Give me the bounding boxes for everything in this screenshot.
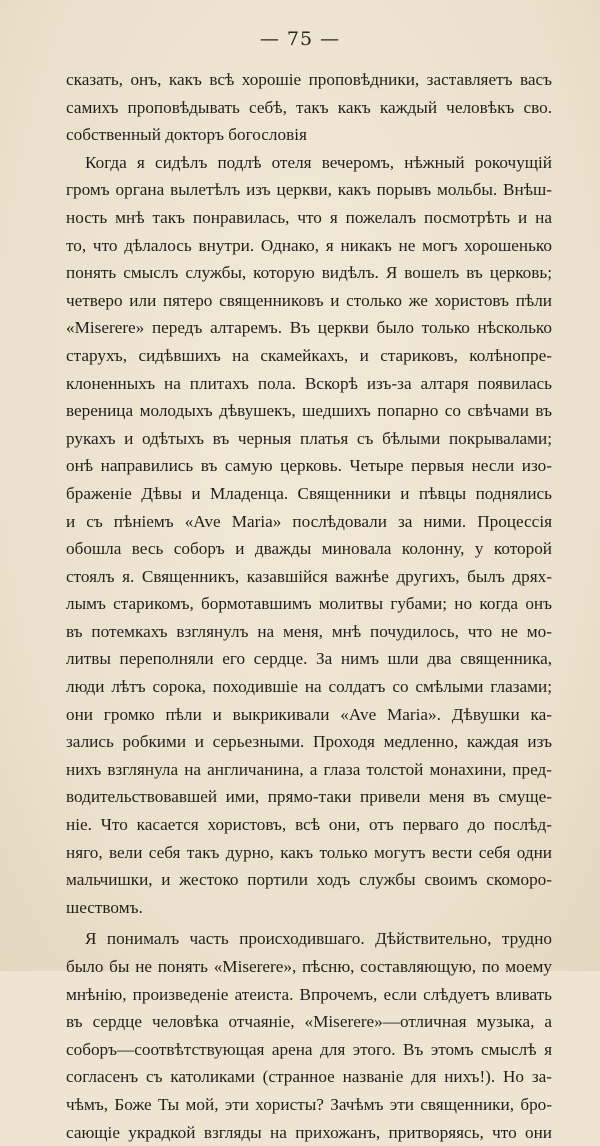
text-line: онѣ направились въ самую церковь. Четыре первыя несли изо- (66, 456, 552, 476)
text-line: въ сердце человѣка отчаяніе, «Miserere»—отличная музыка, а (66, 1012, 552, 1032)
text-line: лымъ старикомъ, бормотавшимъ молитвы губами; но когда онъ (66, 594, 552, 614)
text-line: люди лѣтъ сорока, походившіе на солдатъ со смѣлыми глазами; (66, 677, 552, 697)
page-number: — 75 — (259, 28, 341, 50)
text-line: Я понималъ часть происходившаго. Дѣйствительно, трудно (85, 929, 552, 949)
text-line: и съ пѣніемъ «Ave Maria» послѣдовали за ними. Процессія (66, 511, 552, 531)
text-line: собственный докторъ богословія (66, 125, 307, 145)
text-line: вереница молодыхъ дѣвушекъ, шедшихъ попарно со свѣчами въ (66, 401, 552, 421)
text-line: рукахъ и одѣтыхъ въ черныя платья съ бѣлыми покрывалами; (66, 428, 552, 448)
text-line: мальчишки, и жестоко портили ходъ службы своимъ скоморо- (66, 870, 552, 890)
text-line: стоялъ я. Священникъ, казавшійся важнѣе другихъ, былъ дрях- (66, 566, 552, 586)
text-line: «Miserere» передъ алтаремъ. Въ церкви было только нѣсколько (66, 318, 552, 338)
text-line: литвы переполняли его сердце. За нимъ шли два священника, (66, 649, 552, 669)
text-line: то, что дѣлалось внутри. Однако, я никакъ не могъ хорошенько (66, 235, 552, 255)
text-line: клоненныхъ на плитахъ пола. Вскорѣ изъ-за алтаря появилась (66, 373, 552, 393)
text-line: браженіе Дѣвы и Младенца. Священники и пѣвцы поднялись (66, 483, 552, 503)
text-line: обошла весь соборъ и дважды миновала колонну, у которой (66, 539, 552, 559)
text-line: водительствовавшей ими, прямо-таки привели меня въ смуще- (66, 787, 552, 807)
text-line: они громко пѣли и выкрикивали «Ave Maria». Дѣвушки ка- (66, 704, 552, 724)
text-line: старухъ, сидѣвшихъ на скамейкахъ, и стариковъ, колѣнопре- (66, 345, 552, 365)
text-line: чѣмъ, Боже Ты мой, эти хористы? Зачѣмъ эти священники, бро- (66, 1094, 552, 1114)
text-line: мнѣнію, произведеніе атеиста. Впрочемъ, если слѣдуетъ вливать (66, 984, 552, 1004)
text-line: зались робкими и серьезными. Проходя медленно, каждая изъ (66, 732, 552, 752)
text-line: четверо или пятеро священниковъ и столько же хористовъ пѣли (66, 290, 552, 310)
text-line: ніе. Что касается хористовъ, всѣ они, отъ перваго до послѣд- (66, 815, 552, 835)
text-line: сказать, онъ, какъ всѣ хорошіе проповѣдники, заставляетъ васъ (66, 70, 552, 89)
text-line: сающіе украдкой взгляды на прихожанъ, притворяясь, что они (66, 1122, 552, 1142)
text-line: соборъ—соотвѣтствующая арена для этого. Въ этомъ смыслѣ я (66, 1039, 552, 1059)
text-line: нихъ взглянула на англичанина, а глаза толстой монахини, пред- (66, 759, 552, 779)
text-line: шествомъ. (66, 897, 143, 917)
text-line: няго, вели себя такъ дурно, какъ только могутъ вести себя одни (66, 842, 552, 862)
text-line: понять смыслъ службы, которую видѣлъ. Я вошелъ въ церковь; (66, 263, 552, 283)
text-line: самихъ проповѣдывать себѣ, такъ какъ каждый человѣкъ сво. (66, 97, 552, 117)
text-line: было бы не понять «Miserere», пѣсню, составляющую, по моему (66, 957, 552, 976)
text-line: громъ органа вылетѣлъ изъ церкви, какъ порывъ мольбы. Внѣш- (66, 180, 552, 200)
text-line: въ потемкахъ взглянулъ на меня, мнѣ почудилось, что не мо- (66, 621, 552, 641)
body-text (66, 66, 552, 1146)
text-line: согласенъ съ католиками (странное названіе для нихъ!). Но за- (66, 1067, 552, 1087)
text-line: ность мнѣ такъ понравилась, что я пожелалъ посмотрѣть и на (66, 207, 552, 227)
text-line: Когда я сидѣлъ подлѣ отеля вечеромъ, нѣжный рокочущій (85, 152, 552, 172)
